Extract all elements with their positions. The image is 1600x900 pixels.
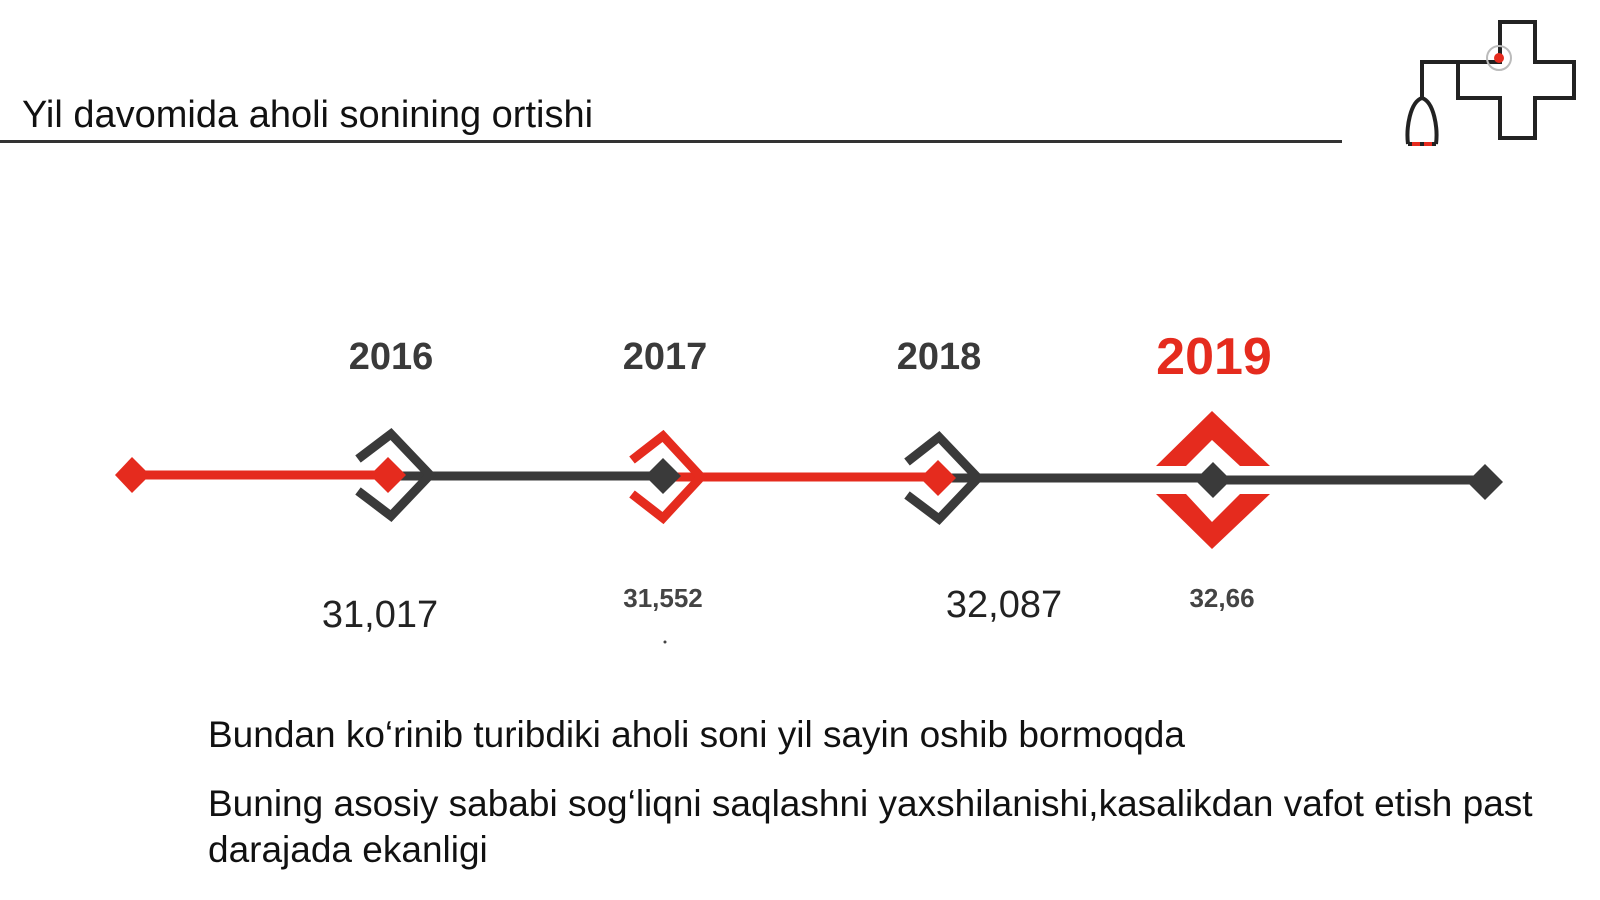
milestone-diamond-2018 — [920, 460, 956, 496]
year-label-2019: 2019 — [1156, 328, 1272, 386]
value-label-2019: 32,66 — [1189, 583, 1255, 613]
value-label-2016: 31,017 — [321, 594, 439, 636]
body-text-1: Bundan ko‘rinib turibdiki aholi soni yil sayin oshib bormoqda — [208, 714, 1185, 755]
timeline-end-diamond — [1467, 464, 1503, 500]
milestone-diamond-2017 — [645, 458, 681, 494]
stray-dot — [664, 641, 667, 644]
milestone-chevron-top-2019 — [1156, 411, 1270, 466]
milestone-diamond-2019 — [1195, 462, 1231, 498]
year-label-2018: 2018 — [896, 336, 982, 378]
body-text-2: Buning asosiy sababi sog‘liqni saqlashni yaxshilanishi,kasalikdan vafot etish past darajada ekanligi — [208, 783, 1533, 870]
year-label-2017: 2017 — [622, 336, 708, 378]
value-label-2017: 31,552 — [623, 583, 703, 613]
page-title: Yil davomida aholi sonining ortishi — [22, 94, 594, 136]
timeline-start-diamond — [115, 457, 150, 493]
value-label-2018: 32,087 — [945, 584, 1063, 626]
milestone-chevron-bottom-2019 — [1156, 494, 1270, 549]
year-label-2016: 2016 — [348, 336, 434, 378]
milestone-diamond-2016 — [370, 457, 406, 493]
